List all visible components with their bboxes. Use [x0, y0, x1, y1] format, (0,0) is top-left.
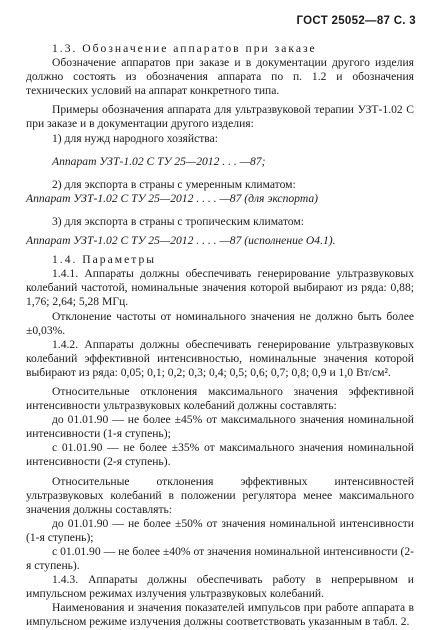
- page-header: ГОСТ 25052—87 С. 3: [296, 15, 416, 27]
- paragraph: с 01.01.90 — не более ±35% от максимального значения номинальной интенсивности (2-я ступень).: [26, 441, 414, 469]
- paragraph: Относительные отклонения эффективных интенсивностей ультразвуковых колебаний в положении регулятора менее максимального значения должны составлять:: [26, 474, 414, 516]
- example-designation: Аппарат УЗТ-1.02 С ТУ 25—2012 . . . . —87 (исполнение О4.1).: [26, 234, 336, 248]
- paragraph: 1.4.1. Аппараты должны обеспечивать генерирование ультразвуковых колебаний частотой, номинальные значения которой выбирают из ряда: 0,88; 1,76; 2,64; 5,28 МГц.: [26, 267, 414, 309]
- paragraph: до 01.01.90 — не более ±50% от значения номинальной интенсивности (1-я ступень);: [26, 516, 414, 544]
- paragraph: Обозначение аппаратов при заказе и в документации другого изделия должно состоять из обозначения аппарата по п. 1.2 и обозначения технических условий на аппарат конкретного типа.: [26, 56, 414, 98]
- example-designation: Аппарат УЗТ-1.02 С ТУ 25—2012 . . . —87;: [52, 154, 266, 168]
- document-body: [26, 42, 414, 630]
- section-heading-1-4: 1.4. Параметры: [52, 253, 157, 267]
- paragraph: Наименования и значения показателей импульсов при работе аппарата в импульсном режиме излучения должны соответствовать указанным в табл. 2.: [26, 601, 414, 629]
- paragraph: с 01.01.90 — не более ±40% от значения номинальной интенсивности (2-я ступень).: [26, 545, 414, 573]
- list-item: 3) для экспорта в страны с тропическим климатом:: [52, 214, 304, 228]
- list-item: 2) для экспорта в страны с умеренным климатом:: [52, 177, 296, 191]
- example-designation: Аппарат УЗТ-1.02 С ТУ 25—2012 . . . . —87 (для экспорта): [26, 191, 318, 205]
- paragraph: Примеры обозначения аппарата для ультразвуковой терапии УЗТ-1.02 С при заказе и в документации другого изделия:: [26, 103, 414, 131]
- paragraph: 1.4.2. Аппараты должны обеспечивать генерирование ультразвуковых колебаний эффективной интенсивностью, номинальные значения которой выбирают из ряда: 0,05; 0,1; 0,2; 0,3; 0,4; 0,5; 0,6; 0,7; 0,8; 0,9 и 1,0 Вт/см².: [26, 337, 414, 379]
- paragraph: до 01.01.90 — не более ±45% от максимального значения номинальной интенсивности (1-я ступень);: [26, 413, 414, 441]
- paragraph: Относительные отклонения максимального значения эффективной интенсивности ультразвуковых колебаний должны составлять:: [26, 384, 414, 413]
- paragraph: 1.4.3. Аппараты должны обеспечивать работу в непрерывном и импульсном режимах излучения ультразвуковых колебаний.: [26, 573, 414, 601]
- section-heading-1-3: 1.3. Обозначение аппаратов при заказе: [52, 42, 317, 55]
- list-item: 1) для нужд народного хозяйства:: [52, 131, 218, 145]
- paragraph: Отклонение частоты от номинального значения не должно быть более ±0,03%.: [26, 309, 414, 337]
